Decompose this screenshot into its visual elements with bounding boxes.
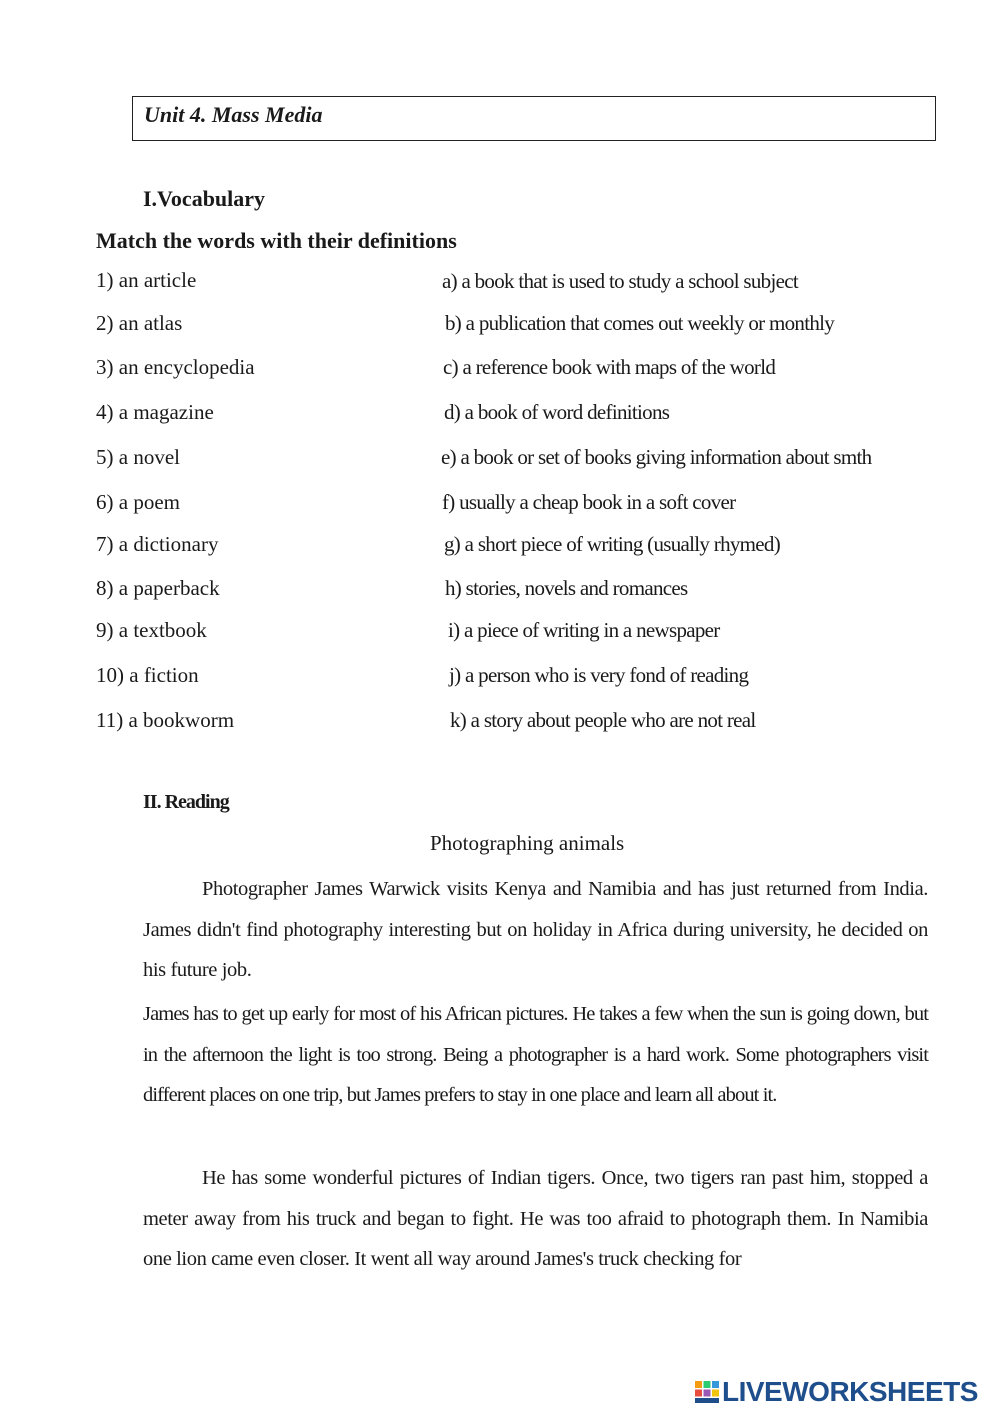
vocabulary-heading: I.Vocabulary (143, 186, 266, 211)
word-item: 8) a paperback (96, 576, 220, 600)
word-item: 4) a magazine (96, 400, 214, 424)
liveworksheets-logo-icon (694, 1379, 720, 1405)
definition-item: c) a reference book with maps of the world (443, 355, 776, 379)
word-item: 7) a dictionary (96, 532, 219, 556)
liveworksheets-logo (694, 1375, 978, 1409)
definition-item: g) a short piece of writing (usually rhymed) (444, 532, 781, 556)
word-item: 6) a poem (96, 490, 180, 514)
word-item: 9) a textbook (96, 618, 207, 642)
reading-heading: II. Reading (143, 791, 229, 813)
reading-paragraph: He has some wonderful pictures of Indian tigers. Once, two tigers ran past him, stopped a meter away from his truck and began to fight. He was too afraid to photograph them. In Namibia one lion came even closer. It went all way around James's truck checking for (143, 1167, 928, 1270)
reading-paragraph: James has to get up early for most of his African pictures. He takes a few when the sun is going down, but in the afternoon the light is too strong. Being a photographer is a hard work. Some photographers visit different places on one trip, but James prefers to stay in one place and learn all about it. (143, 1003, 928, 1106)
unit-title-box (132, 96, 936, 141)
definition-item: h) stories, novels and romances (445, 576, 688, 600)
word-item: 11) a bookworm (96, 708, 235, 732)
unit-title: Unit 4. Mass Media (144, 102, 323, 127)
story-title: Photographing animals (430, 831, 625, 855)
reading-paragraph: Photographer James Warwick visits Kenya and Namibia and has just returned from India. James didn't find photography interesting but on holiday in Africa during university, he decided on his future job. (143, 878, 928, 981)
match-instruction: Match the words with their definitions (96, 228, 457, 253)
definition-item: k) a story about people who are not real (450, 708, 756, 732)
word-item: 2) an atlas (96, 311, 183, 335)
watermark-text: LIVEWORKSHEETS (722, 1376, 978, 1407)
word-item: 1) an article (96, 268, 197, 292)
definition-item: i) a piece of writing in a newspaper (448, 618, 720, 642)
definition-item: b) a publication that comes out weekly or monthly (445, 311, 835, 335)
word-item: 5) a novel (96, 445, 180, 469)
definition-item: e) a book or set of books giving information about smth (441, 445, 872, 469)
definition-item: d) a book of word definitions (444, 400, 670, 424)
definition-item: a) a book that is used to study a school subject (442, 269, 798, 293)
word-item: 3) an encyclopedia (96, 355, 255, 379)
definition-item: j) a person who is very fond of reading (449, 663, 749, 687)
definition-item: f) usually a cheap book in a soft cover (442, 490, 736, 514)
word-item: 10) a fiction (96, 663, 199, 687)
